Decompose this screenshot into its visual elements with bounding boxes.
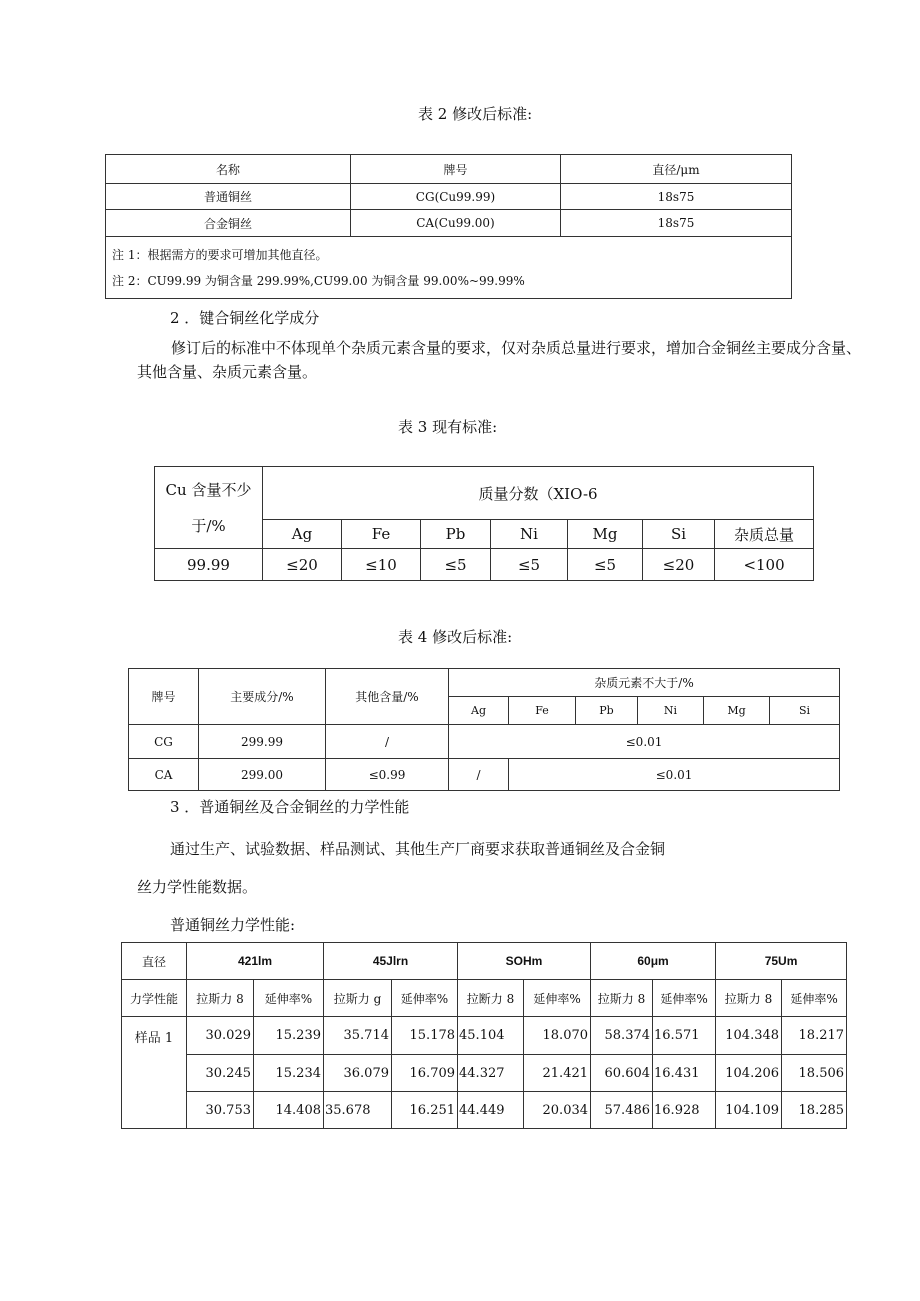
data-cell: 18.506 xyxy=(782,1055,847,1092)
header-other: 其他含量/% xyxy=(326,669,449,725)
cell: 299.00 xyxy=(199,759,326,791)
data-cell: 35.678 xyxy=(324,1092,392,1129)
sample-label: 样品 1 xyxy=(122,1017,187,1129)
data-cell: 21.421 xyxy=(524,1055,591,1092)
header-main: 主要成分/% xyxy=(199,669,326,725)
data-cell: 35.714 xyxy=(324,1017,392,1055)
element-mg: Mg xyxy=(568,520,643,549)
table5 xyxy=(121,942,847,1129)
cell: CA xyxy=(129,759,199,791)
cell: <100 xyxy=(715,549,814,581)
note-1: 注 1：根据需方的要求可增加其他直径。 xyxy=(112,247,328,262)
cell: ≤5 xyxy=(491,549,568,581)
cell: ≤5 xyxy=(421,549,491,581)
data-cell: 16.709 xyxy=(392,1055,458,1092)
element-fe: Fe xyxy=(509,697,576,725)
diameter-label: 直径 xyxy=(122,943,187,980)
header-impurity: 杂质元素不大于/% xyxy=(449,669,840,697)
diameter-header: 421lm xyxy=(187,943,324,980)
subheader-elongation: 延伸率% xyxy=(524,980,591,1017)
data-cell: 18.285 xyxy=(782,1092,847,1129)
data-cell: 15.178 xyxy=(392,1017,458,1055)
data-cell: 18.070 xyxy=(524,1017,591,1055)
table4 xyxy=(128,668,840,791)
data-cell: 104.206 xyxy=(716,1055,782,1092)
data-cell: 16.928 xyxy=(653,1092,716,1129)
data-cell: 16.431 xyxy=(653,1055,716,1092)
group-header: 质量分数（XIO-6 xyxy=(263,467,814,520)
element-pb: Pb xyxy=(421,520,491,549)
cell: 99.99 xyxy=(155,549,263,581)
data-cell: 20.034 xyxy=(524,1092,591,1129)
subheader-elongation: 延伸率% xyxy=(782,980,847,1017)
subheader-tensile: 拉断力 8 xyxy=(458,980,524,1017)
element-ag: Ag xyxy=(449,697,509,725)
diameter-header: 45Jlrn xyxy=(324,943,458,980)
element-pb: Pb xyxy=(576,697,638,725)
diameter-header: SOHm xyxy=(458,943,591,980)
element-fe: Fe xyxy=(342,520,421,549)
data-cell: 14.408 xyxy=(254,1092,324,1129)
data-cell: 15.239 xyxy=(254,1017,324,1055)
cell: ≤20 xyxy=(643,549,715,581)
table3-caption: 表 3 现有标准: xyxy=(398,418,498,436)
subheader-elongation: 延伸率% xyxy=(653,980,716,1017)
data-cell: 44.449 xyxy=(458,1092,524,1129)
section3-heading: 3 ．普通铜丝及合金铜丝的力学性能 xyxy=(170,798,410,816)
subheader-tensile: 拉斯力 8 xyxy=(187,980,254,1017)
table2 xyxy=(105,154,792,299)
section2-paragraph: 修订后的标准中不体现单个杂质元素含量的要求，仅对杂质总量进行要求，增加合金铜丝主要成分含量、其他含量、杂质元素含量。 xyxy=(137,339,862,381)
cell: 18s75 xyxy=(561,184,792,210)
note-2: 注 2：CU99.99 为铜含量 299.99%,CU99.00 为铜含量 99.00%~99.99% xyxy=(112,273,525,288)
cell: CG xyxy=(129,725,199,759)
cu-header: Cu 含量不少于/% xyxy=(155,467,263,549)
data-cell: 60.604 xyxy=(591,1055,653,1092)
data-cell: 30.245 xyxy=(187,1055,254,1092)
cell: ≤5 xyxy=(568,549,643,581)
header-grade: 牌号 xyxy=(351,155,561,184)
data-cell: 104.109 xyxy=(716,1092,782,1129)
cell: CG(Cu99.99) xyxy=(351,184,561,210)
data-cell: 18.217 xyxy=(782,1017,847,1055)
section3-paragraph-2: 丝力学性能数据。 xyxy=(137,878,258,896)
element-ag: Ag xyxy=(263,520,342,549)
cell: 18s75 xyxy=(561,210,792,237)
data-cell: 16.251 xyxy=(392,1092,458,1129)
cell: 合金铜丝 xyxy=(106,210,351,237)
cell: 普通铜丝 xyxy=(106,184,351,210)
data-cell: 16.571 xyxy=(653,1017,716,1055)
diameter-header: 60μm xyxy=(591,943,716,980)
element-total: 杂质总量 xyxy=(715,520,814,549)
element-si: Si xyxy=(643,520,715,549)
table4-caption: 表 4 修改后标准: xyxy=(398,628,513,646)
cell: ≤10 xyxy=(342,549,421,581)
header-diameter: 直径/μm xyxy=(561,155,792,184)
cell: 299.99 xyxy=(199,725,326,759)
cell: ≤20 xyxy=(263,549,342,581)
subheader-elongation: 延伸率% xyxy=(392,980,458,1017)
element-mg: Mg xyxy=(704,697,770,725)
data-cell: 15.234 xyxy=(254,1055,324,1092)
data-cell: 30.029 xyxy=(187,1017,254,1055)
cell: CA(Cu99.00) xyxy=(351,210,561,237)
element-si: Si xyxy=(770,697,840,725)
subheader-tensile: 拉斯力 8 xyxy=(591,980,653,1017)
data-cell: 45.104 xyxy=(458,1017,524,1055)
table2-caption: 表 2 修改后标准: xyxy=(418,105,533,123)
data-cell: 44.327 xyxy=(458,1055,524,1092)
section2-heading: 2 ．键合铜丝化学成分 xyxy=(170,309,320,327)
table3 xyxy=(154,466,814,581)
subheader-elongation: 延伸率% xyxy=(254,980,324,1017)
section3-paragraph-1: 通过生产、试验数据、样品测试、其他生产厂商要求获取普通铜丝及合金铜 xyxy=(170,840,666,858)
property-label: 力学性能 xyxy=(122,980,187,1017)
data-cell: 58.374 xyxy=(591,1017,653,1055)
data-cell: 57.486 xyxy=(591,1092,653,1129)
element-ni: Ni xyxy=(638,697,704,725)
header-name: 名称 xyxy=(106,155,351,184)
section3-subheading: 普通铜丝力学性能: xyxy=(170,916,296,934)
subheader-tensile: 拉斯力 g xyxy=(324,980,392,1017)
cell: ≤0.99 xyxy=(326,759,449,791)
header-grade: 牌号 xyxy=(129,669,199,725)
cell: / xyxy=(326,725,449,759)
cell: / xyxy=(449,759,509,791)
data-cell: 30.753 xyxy=(187,1092,254,1129)
element-ni: Ni xyxy=(491,520,568,549)
cell: ≤0.01 xyxy=(509,759,840,791)
diameter-header: 75Um xyxy=(716,943,847,980)
data-cell: 36.079 xyxy=(324,1055,392,1092)
subheader-tensile: 拉斯力 8 xyxy=(716,980,782,1017)
data-cell: 104.348 xyxy=(716,1017,782,1055)
table-notes xyxy=(106,237,792,299)
cell: ≤0.01 xyxy=(449,725,840,759)
